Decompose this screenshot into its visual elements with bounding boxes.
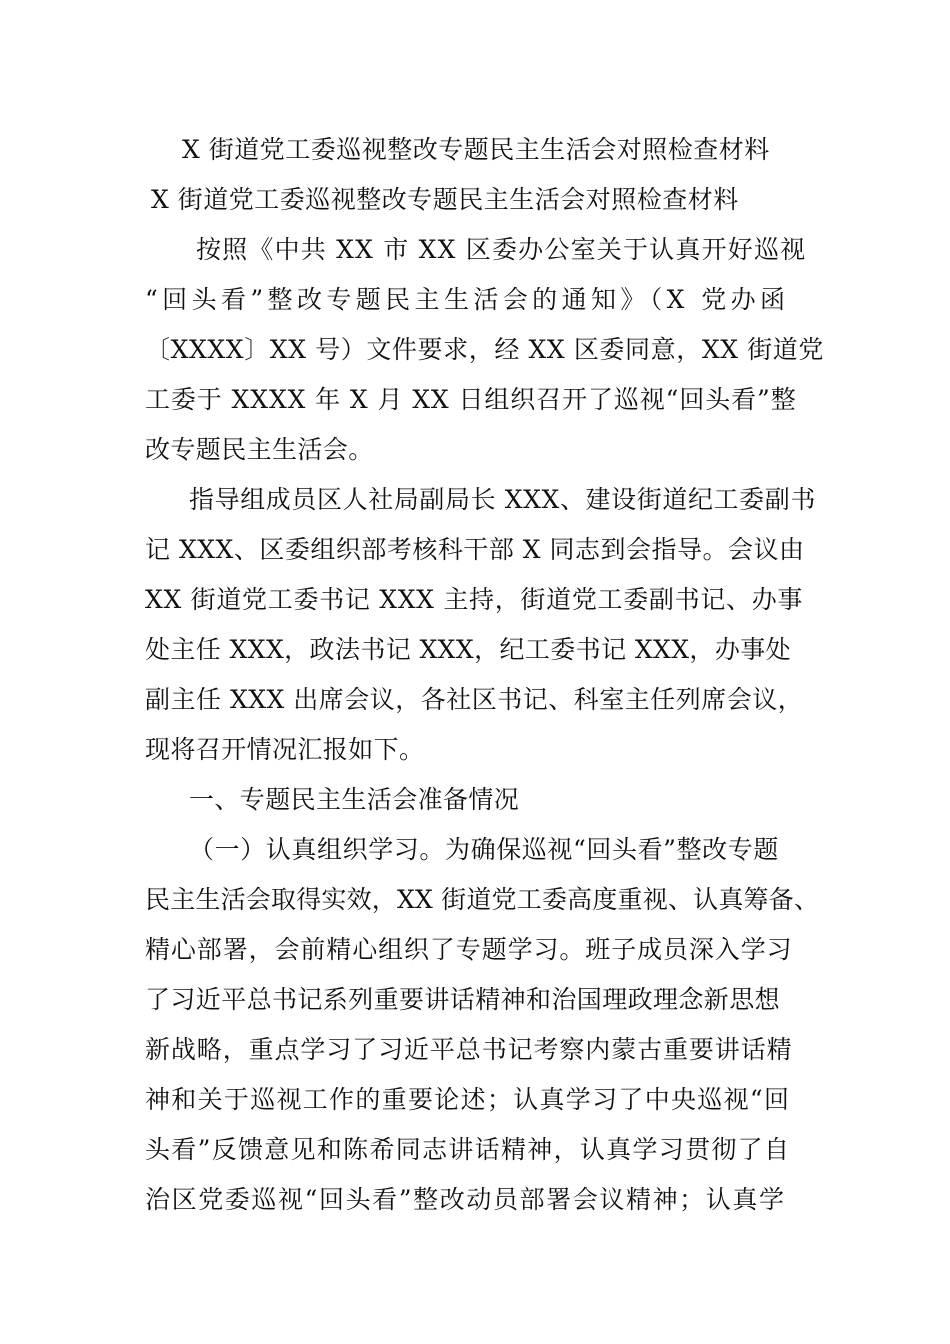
paragraph-line: （一）认真组织学习。为确保巡视“回头看”整改专题 [189, 835, 779, 864]
paragraph-line: 副主任 XXX 出席会议，各社区书记、科室主任列席会议， [145, 685, 804, 714]
paragraph-line: 工委于 XXXX 年 X 月 XX 日组织召开了巡视“回头看”整 [145, 385, 797, 414]
paragraph-line: 新战略，重点学习了习近平总书记考察内蒙古重要讲话精 [145, 1035, 793, 1064]
document-title: X 街道党工委巡视整改专题民主生活会对照检查材料 [182, 135, 770, 164]
paragraph-line: 了习近平总书记系列重要讲话精神和治国理政理念新思想 [145, 985, 781, 1014]
paragraph-line: XX 街道党工委书记 XXX 主持，街道党工委副书记、办事 [145, 585, 804, 614]
paragraph-line: “回头看”整改专题民主生活会的通知》（X 党办函 [145, 285, 790, 314]
paragraph-line: 精心部署，会前精心组织了专题学习。班子成员深入学习 [145, 935, 793, 964]
paragraph-line: 改专题民主生活会。 [145, 435, 374, 464]
paragraph-line: 指导组成员区人社局副局长 XXX、建设街道纪工委副书 [189, 485, 816, 514]
section-heading: 一、专题民主生活会准备情况 [189, 785, 520, 814]
paragraph-line: 现将召开情况汇报如下。 [145, 735, 425, 764]
paragraph-line: 处主任 XXX，政法书记 XXX，纪工委书记 XXX，办事处 [145, 635, 792, 664]
paragraph-line: 神和关于巡视工作的重要论述；认真学习了中央巡视“回 [145, 1085, 791, 1114]
paragraph-line: 治区党委巡视“回头看”整改动员部署会议精神；认真学 [145, 1185, 786, 1214]
paragraph-line: 按照《中共 XX 市 XX 区委办公室关于认真开好巡视 [196, 235, 807, 264]
paragraph-line: 民主生活会取得实效，XX 街道党工委高度重视、认真筹备、 [145, 885, 820, 914]
paragraph-line: 头看”反馈意见和陈希同志讲话精神，认真学习贯彻了自 [145, 1135, 791, 1164]
paragraph-line: 记 XXX、区委组织部考核科干部 X 同志到会指导。会议由 [145, 535, 805, 564]
document-subtitle: X 街道党工委巡视整改专题民主生活会对照检查材料 [151, 185, 739, 214]
paragraph-line: 〔XXXX〕XX 号）文件要求，经 XX 区委同意，XX 街道党 [145, 335, 824, 364]
